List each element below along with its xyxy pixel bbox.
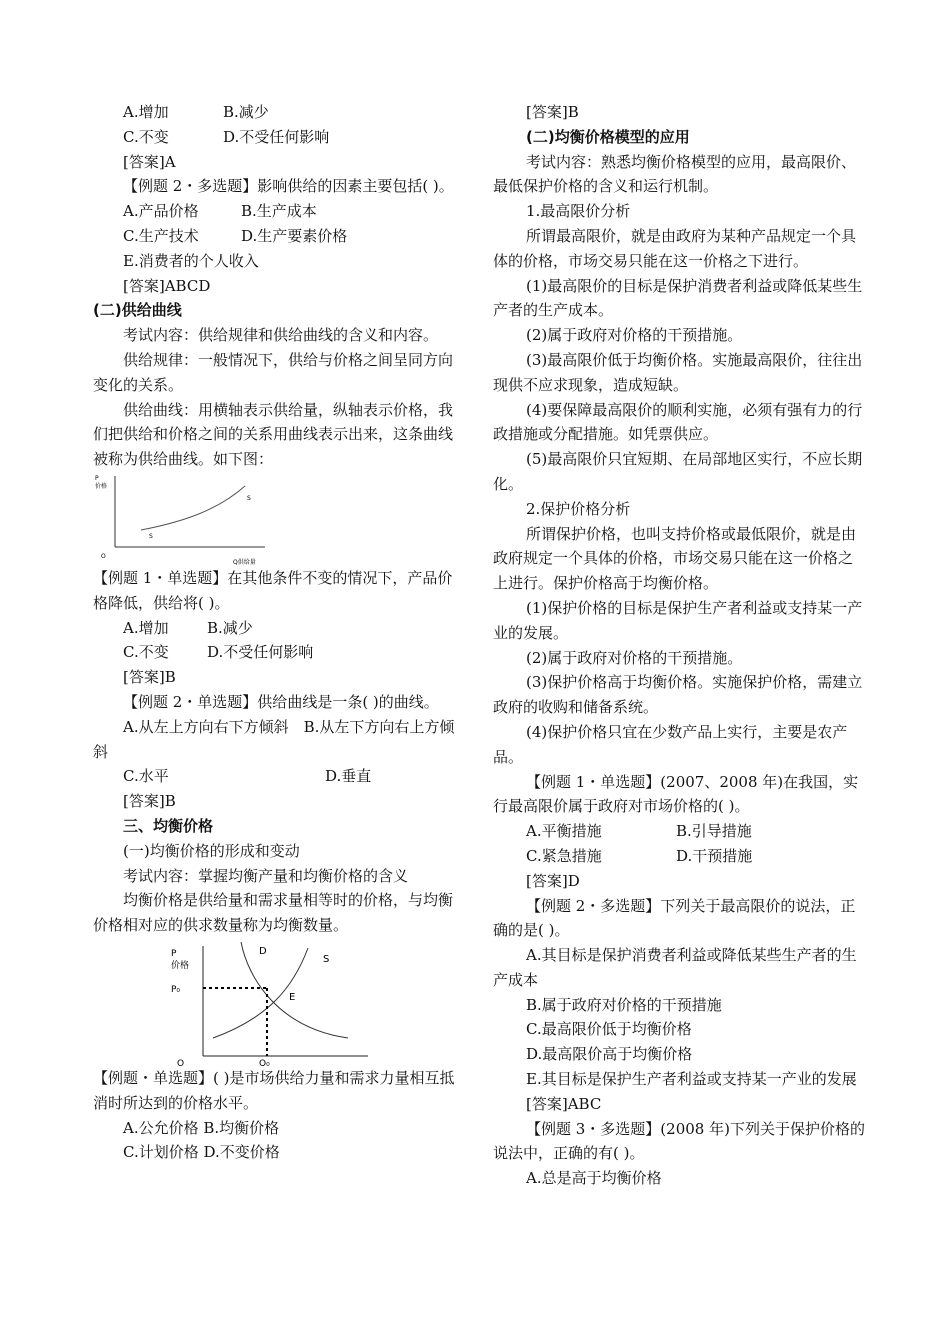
option-e: E.消费者的个人收入 bbox=[123, 251, 259, 270]
option-d: D.不受任何影响 bbox=[223, 127, 330, 146]
supply-curve bbox=[141, 486, 245, 530]
option-row: A.公允价格 B.均衡价格 bbox=[123, 1118, 280, 1137]
supply-label: S bbox=[323, 953, 330, 965]
answer: [答案]B bbox=[526, 103, 579, 121]
option-a: A.增加 bbox=[123, 103, 169, 121]
equilibrium-point-label: E bbox=[289, 991, 296, 1003]
axis-p-label: P bbox=[171, 948, 177, 959]
equilibrium-svg bbox=[93, 938, 461, 1066]
option-c: C.水平 bbox=[123, 767, 169, 786]
option-row bbox=[93, 764, 461, 789]
q0-label: Q₀ bbox=[259, 1058, 270, 1066]
option-a: A.总是高于均衡价格 bbox=[526, 1169, 662, 1188]
answer: [答案]A bbox=[123, 152, 176, 171]
question-heading: 【例题 2・多选题】下列关于最高限价的说法，正确的是( )。 bbox=[493, 896, 856, 940]
section-heading: (二)均衡价格模型的应用 bbox=[526, 127, 690, 146]
supply-curve-figure bbox=[93, 472, 461, 566]
question-heading: 【例题 1・单选题】在其他条件不变的情况下，产品价格降低，供给将( )。 bbox=[93, 568, 453, 612]
option-row: C.计划价格 D.不变价格 bbox=[123, 1143, 280, 1162]
option-c: C.生产技术 bbox=[123, 226, 199, 245]
option-d: D.生产要素价格 bbox=[241, 226, 348, 245]
subsection-heading: (一)均衡价格的形成和变动 bbox=[123, 841, 300, 860]
supply-curve-svg bbox=[93, 472, 293, 566]
option-d: D.垂直 bbox=[325, 767, 372, 786]
option-row bbox=[93, 100, 461, 125]
paragraph: (3)最高限价低于均衡价格。实施最高限价，往往出现供不应求现象，造成短缺。 bbox=[493, 350, 863, 394]
paragraph: 考试内容：供给规律和供给曲线的含义和内容。 bbox=[123, 326, 439, 345]
question-heading: 【例题 2・多选题】影响供给的因素主要包括( )。 bbox=[123, 177, 454, 196]
option-d: D.最高限价高于均衡价格 bbox=[526, 1045, 693, 1064]
option-d: D.干预措施 bbox=[676, 846, 753, 865]
option-a: A.增加 bbox=[123, 618, 169, 637]
option-b: B.减少 bbox=[223, 103, 269, 121]
right-column bbox=[493, 100, 865, 1191]
curve-label-s: S bbox=[149, 532, 153, 540]
option-row bbox=[93, 616, 461, 641]
left-column bbox=[93, 100, 461, 1165]
option-row: A.从左上方向右下方倾斜 B.从左下方向右上方倾斜 bbox=[93, 717, 455, 761]
option-b: B.属于政府对价格的干预措施 bbox=[526, 995, 722, 1014]
paragraph: 考试内容：掌握均衡产量和均衡价格的含义 bbox=[123, 866, 409, 885]
answer: [答案]B bbox=[123, 668, 176, 687]
option-a: A.平衡措施 bbox=[526, 822, 602, 841]
option-row bbox=[93, 199, 461, 224]
paragraph: (4)保护价格只宜在少数产品上实行，主要是农产品。 bbox=[493, 722, 848, 766]
origin-label: O bbox=[177, 1058, 185, 1066]
curve-label-s: S bbox=[247, 494, 251, 502]
subsection-heading: 1.最高限价分析 bbox=[526, 202, 631, 221]
option-d: D.不受任何影响 bbox=[207, 643, 314, 662]
option-b: B.生产成本 bbox=[241, 202, 317, 221]
paragraph: (2)属于政府对价格的干预措施。 bbox=[526, 648, 743, 667]
option-row bbox=[493, 844, 865, 869]
option-row bbox=[93, 640, 461, 665]
axis-q-label: Q供给量 bbox=[233, 558, 256, 566]
option-row bbox=[93, 125, 461, 150]
equilibrium-figure bbox=[93, 938, 461, 1066]
paragraph: 供给曲线：用横轴表示供给量，纵轴表示价格，我们把供给和价格之间的关系用曲线表示出来，这条曲线被称为供给曲线。如下图： bbox=[93, 400, 454, 469]
option-row bbox=[493, 819, 865, 844]
option-e: E.其目标是保护生产者利益或支持某一产业的发展 bbox=[526, 1070, 857, 1089]
option-row bbox=[93, 224, 461, 249]
paragraph: (4)要保障最高限价的顺利实施，必须有强有力的行政措施或分配措施。如凭票供应。 bbox=[493, 400, 863, 444]
demand-label: D bbox=[259, 945, 267, 957]
question-heading: 【例题 2・单选题】供给曲线是一条( )的曲线。 bbox=[123, 692, 439, 711]
option-b: B.减少 bbox=[207, 618, 253, 637]
answer: [答案]ABC bbox=[526, 1094, 602, 1113]
option-c: C.最高限价低于均衡价格 bbox=[526, 1020, 692, 1039]
subsection-heading: 2.保护价格分析 bbox=[526, 499, 631, 518]
option-c: C.不变 bbox=[123, 127, 169, 146]
option-b: B.引导措施 bbox=[676, 822, 752, 841]
axis-price-label: 价格 bbox=[95, 482, 108, 490]
question-heading: 【例题 3・多选题】(2008 年)下列关于保护价格的说法中，正确的有( )。 bbox=[493, 1119, 865, 1163]
answer: [答案]D bbox=[526, 871, 580, 890]
paragraph: 均衡价格是供给量和需求量相等时的价格，与均衡价格相对应的供求数量称为均衡数量。 bbox=[93, 891, 454, 935]
axis-price-label: 价格 bbox=[171, 960, 190, 971]
option-a: A.产品价格 bbox=[123, 202, 199, 221]
answer: [答案]ABCD bbox=[123, 276, 211, 295]
option-c: C.不变 bbox=[123, 643, 169, 662]
question-heading: 【例题・单选题】( )是市场供给力量和需求力量相互抵消时所达到的价格水平。 bbox=[93, 1068, 455, 1112]
paragraph: (2)属于政府对价格的干预措施。 bbox=[526, 326, 743, 345]
paragraph: (3)保护价格高于均衡价格。实施保护价格，需建立政府的收购和储备系统。 bbox=[493, 673, 863, 717]
question-heading: 【例题 1・单选题】(2007、2008 年)在我国，实行最高限价属于政府对市场价格的( )。 bbox=[493, 772, 859, 816]
paragraph: 供给规律：一般情况下，供给与价格之间呈同方向变化的关系。 bbox=[93, 350, 454, 394]
p0-label: P₀ bbox=[171, 984, 181, 995]
paragraph: (5)最高限价只宜短期、在局部地区实行，不应长期化。 bbox=[493, 450, 863, 493]
section-heading: (二)供给曲线 bbox=[93, 301, 182, 320]
paragraph: (1)最高限价的目标是保护消费者利益或降低某些生产者的生产成本。 bbox=[493, 276, 863, 320]
option-a: A.其目标是保护消费者利益或降低某些生产者的生产成本 bbox=[493, 946, 857, 989]
chapter-heading: 三、均衡价格 bbox=[123, 816, 214, 835]
axis-p-label: P bbox=[95, 474, 99, 482]
paragraph: (1)保护价格的目标是保护生产者利益或支持某一产业的发展。 bbox=[493, 598, 863, 642]
demand-curve bbox=[241, 942, 348, 1038]
option-c: C.紧急措施 bbox=[526, 846, 602, 865]
origin-label: O bbox=[101, 552, 106, 560]
paragraph: 所谓最高限价，就是由政府为某种产品规定一个具体的价格，市场交易只能在这一价格之下进行。 bbox=[493, 226, 857, 270]
paragraph: 考试内容：熟悉均衡价格模型的应用，最高限价、最低保护价格的含义和运行机制。 bbox=[493, 152, 857, 196]
answer: [答案]B bbox=[123, 792, 176, 811]
paragraph: 所谓保护价格，也叫支持价格或最低限价，就是由政府规定一个具体的价格，市场交易只能在这一价格之上进行。保护价格高于均衡价格。 bbox=[493, 524, 857, 593]
